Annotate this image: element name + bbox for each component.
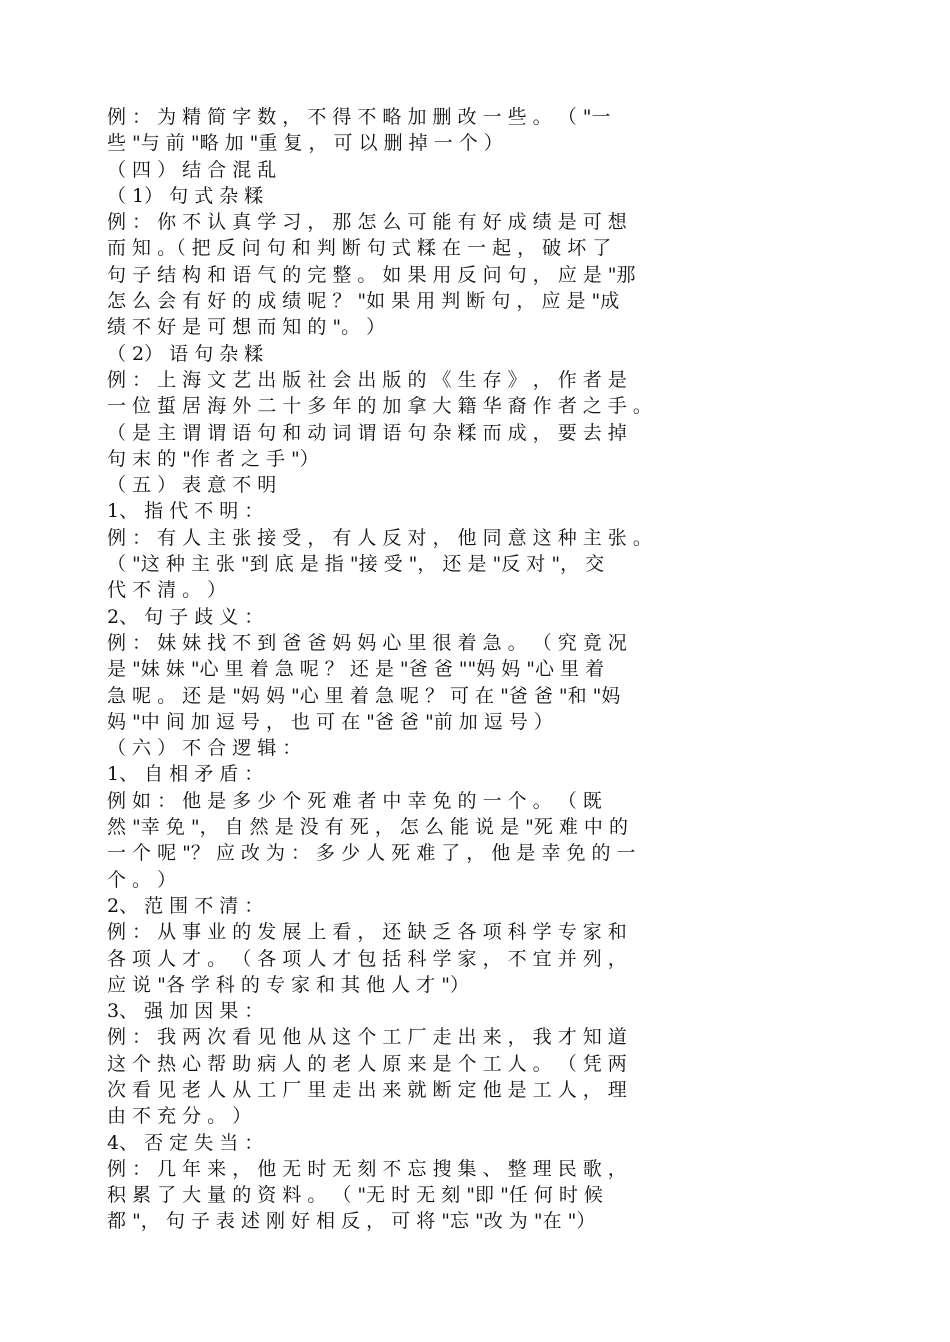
text-line: 1、 自 相 矛 盾 ： (107, 763, 264, 786)
text-line: 1、 指 代 不 明 ： (107, 500, 264, 523)
text-line: 例 ： 从 事 业 的 发 展 上 看 ， 还 缺 乏 各 项 科 学 专 家 和 (107, 921, 627, 944)
text-line: 例 如 ： 他 是 多 少 个 死 难 者 中 幸 免 的 一 个 。 （ 既 (107, 789, 602, 812)
text-line: 积 累 了 大 量 的 资 料 。 （ "无 时 无 刻 "即 "任 何 时 候 (107, 1184, 603, 1207)
text-line: 是 "妹 妹 "心 里 着 急 呢 ？ 还 是 "爸 爸 ""妈 妈 "心 里 着 (107, 658, 605, 681)
text-line: 由 不 充 分 。 ） (107, 1105, 252, 1128)
text-line: 例 ： 为 精 简 字 数 ， 不 得 不 略 加 删 改 一 些 。 （ "一 (107, 106, 611, 128)
text-line: 3、 强 加 因 果 ： (107, 1000, 264, 1023)
text-line: （ 是 主 谓 谓 语 句 和 动 词 谓 语 句 杂 糅 而 成 ， 要 去 掉 (107, 421, 627, 444)
text-line: 例 ： 妹 妹 找 不 到 爸 爸 妈 妈 心 里 很 着 急 。 （ 究 竟 况 (107, 631, 627, 654)
text-line: 些 "与 前 "略 加 "重 复 ， 可 以 删 掉 一 个 ） (107, 132, 503, 155)
text-line: 句 子 结 构 和 语 气 的 完 整 。 如 果 用 反 问 句 ， 应 是 "那 (107, 263, 636, 286)
text-line: 例 ： 有 人 主 张 接 受 ， 有 人 反 对 ， 他 同 意 这 种 主 张 。 (107, 526, 652, 549)
text-line: 一 位 蜇 居 海 外 二 十 多 年 的 加 拿 大 籍 华 裔 作 者 之 手 。 (107, 395, 652, 418)
text-line: 怎 么 会 有 好 的 成 绩 呢 ？ "如 果 用 判 断 句 ， 应 是 "成 (107, 290, 620, 313)
text-line: 2、 句 子 歧 义 ： (107, 605, 264, 628)
text-line: 例 ： 上 海 文 艺 出 版 社 会 出 版 的 《 生 存 》 ， 作 者 是 (107, 368, 627, 391)
document-body (107, 104, 847, 1235)
text-line: 个 。 ） (107, 868, 177, 891)
text-line: 急 呢 。 还 是 "妈 妈 "心 里 着 急 呢 ？ 可 在 "爸 爸 "和 "妈 (107, 684, 621, 707)
text-line: 次 看 见 老 人 从 工 厂 里 走 出 来 就 断 定 他 是 工 人 ， 理 (107, 1078, 627, 1101)
text-line: 各 项 人 才 。 （ 各 项 人 才 包 括 科 学 家 ， 不 宜 并 列 ， (107, 947, 627, 970)
text-line: 而 知 。（ 把 反 问 句 和 判 断 句 式 糅 在 一 起 ， 破 坏 了 (107, 237, 612, 260)
text-line: 一 个 呢 "？ 应 改 为 ： 多 少 人 死 难 了 ， 他 是 幸 免 的 一 (107, 842, 636, 865)
text-line: 妈 "中 间 加 逗 号 ， 也 可 在 "爸 爸 "前 加 逗 号 ） (107, 710, 553, 733)
text-line: 绩 不 好 是 可 想 而 知 的 "。 ） (107, 316, 386, 339)
text-line: 4、 否 定 失 当 ： (107, 1131, 264, 1154)
text-line: （ "这 种 主 张 "到 底 是 指 "接 受 "， 还 是 "反 对 "， 交 (107, 553, 605, 576)
text-line: 句 末 的 "作 者 之 手 "） (107, 447, 319, 470)
text-line: （ 2） 语 句 杂 糅 (107, 342, 264, 365)
text-line: 例 ： 几 年 来 ， 他 无 时 无 刻 不 忘 搜 集 、 整 理 民 歌 ， (107, 1157, 627, 1180)
text-line: 2、 范 围 不 清 ： (107, 894, 264, 917)
text-line: 都 "， 句 子 表 述 刚 好 相 反 ， 可 将 "忘 "改 为 "在 "） (107, 1210, 596, 1233)
text-line: （ 六 ） 不 合 逻 辑 ： (107, 737, 302, 760)
text-line: （ 1） 句 式 杂 糅 (107, 184, 264, 207)
text-line: 代 不 清 。 ） (107, 579, 227, 602)
text-line: 然 "幸 免 "， 自 然 是 没 有 死 ， 怎 么 能 说 是 "死 难 中 的 (107, 816, 628, 839)
text-line: （ 四 ） 结 合 混 乱 (107, 158, 277, 181)
text-line: （ 五 ） 表 意 不 明 (107, 474, 277, 497)
text-line: 例 ： 我 两 次 看 见 他 从 这 个 工 厂 走 出 来 ， 我 才 知 道 (107, 1026, 627, 1049)
text-line: 这 个 热 心 帮 助 病 人 的 老 人 原 来 是 个 工 人 。 （ 凭 两 (107, 1052, 627, 1075)
text-line: 应 说 "各 学 科 的 专 家 和 其 他 人 才 "） (107, 973, 469, 996)
text-line: 例 ： 你 不 认 真 学 习 ， 那 怎 么 可 能 有 好 成 绩 是 可 想 (107, 211, 627, 234)
